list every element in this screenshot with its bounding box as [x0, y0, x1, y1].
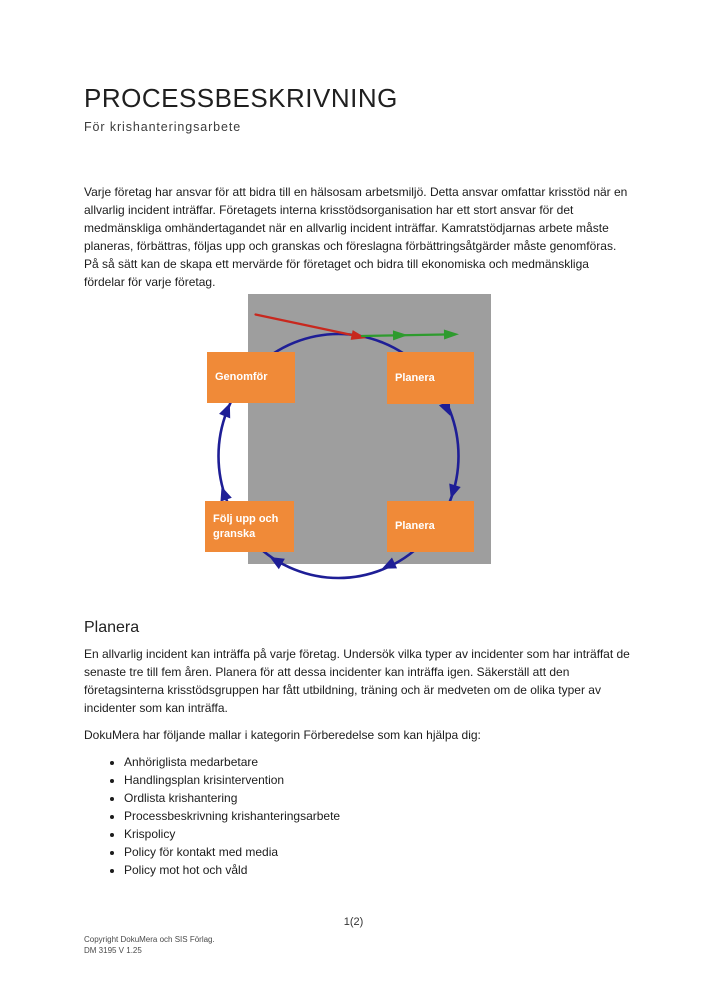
process-diagram — [170, 285, 510, 605]
template-list-intro: DokuMera har följande mallar i kategorin Förberedelse som kan hjälpa dig: — [84, 728, 481, 742]
diagram-box-folj-upp-och-granska — [205, 501, 294, 552]
intro-paragraph: Varje företag har ansvar för att bidra till en hälsosam arbetsmiljö. Detta ansvar omfattar krisstöd när en allvarlig incident inträffar. Företagets interna krisstödsorganisation har ett stort ansvar för det medmänskliga omhändertagandet när en allvarlig incident inträffar. Kamratstödjarnas arbete måste planeras, förbättras, följas upp och granskas och föreslagna förbättringsåtgärder måste genomföras. På så sätt kan de skapa ett mervärde för företaget och bidra till ekonomiska och medmänskliga fördelar för varje företag. — [84, 185, 628, 289]
diagram-box-label: Följ upp och granska — [213, 512, 279, 540]
doc-subtitle: För krishanteringsarbete — [84, 120, 242, 134]
planera-paragraph: En allvarlig incident kan inträffa på varje företag. Undersök vilka typer av incidenter som har inträffat de senaste tre till fem åren. Planera för att dessa incidenter kan inträffa igen. Säkerställ att den företagsinterna krisstödsgruppen har fått utbildning, träning och är medveten om de olika typer av incidenter som kan inträffa. — [84, 647, 630, 715]
template-list-item: • Anhöriglista medarbetare — [124, 753, 624, 771]
section-heading-planera: Planera — [84, 619, 140, 636]
template-list-item: • Processbeskrivning krishanteringsarbete — [124, 807, 624, 825]
template-list-item: • Ordlista krishantering — [124, 789, 624, 807]
page-number: 1(2) — [343, 916, 364, 928]
diagram-box-planera-bottom — [387, 501, 474, 552]
diagram-box-label: Planera — [395, 520, 435, 532]
footer-copyright: Copyright DokuMera och SIS Förlag. — [84, 935, 215, 944]
footer-block — [84, 935, 215, 956]
diagram-box-planera-top — [387, 352, 474, 404]
cycle-arrowhead-icon — [219, 401, 235, 418]
template-list-item: • Policy mot hot och våld — [124, 861, 624, 879]
diagram-box-label: Genomför — [215, 371, 268, 383]
cycle-arrowhead-icon — [216, 485, 232, 502]
template-list-item: • Krispolicy — [124, 825, 624, 843]
footer-version: DM 3195 V 1.25 — [84, 945, 142, 955]
template-list — [84, 753, 624, 879]
template-list-item: • Handlingsplan krisintervention — [124, 771, 624, 789]
doc-title: PROCESSBESKRIVNING — [84, 83, 398, 113]
diagram-box-genomfor — [207, 352, 295, 403]
template-list-item: • Policy för kontakt med media — [124, 843, 624, 861]
diagram-box-label: Planera — [395, 371, 435, 384]
